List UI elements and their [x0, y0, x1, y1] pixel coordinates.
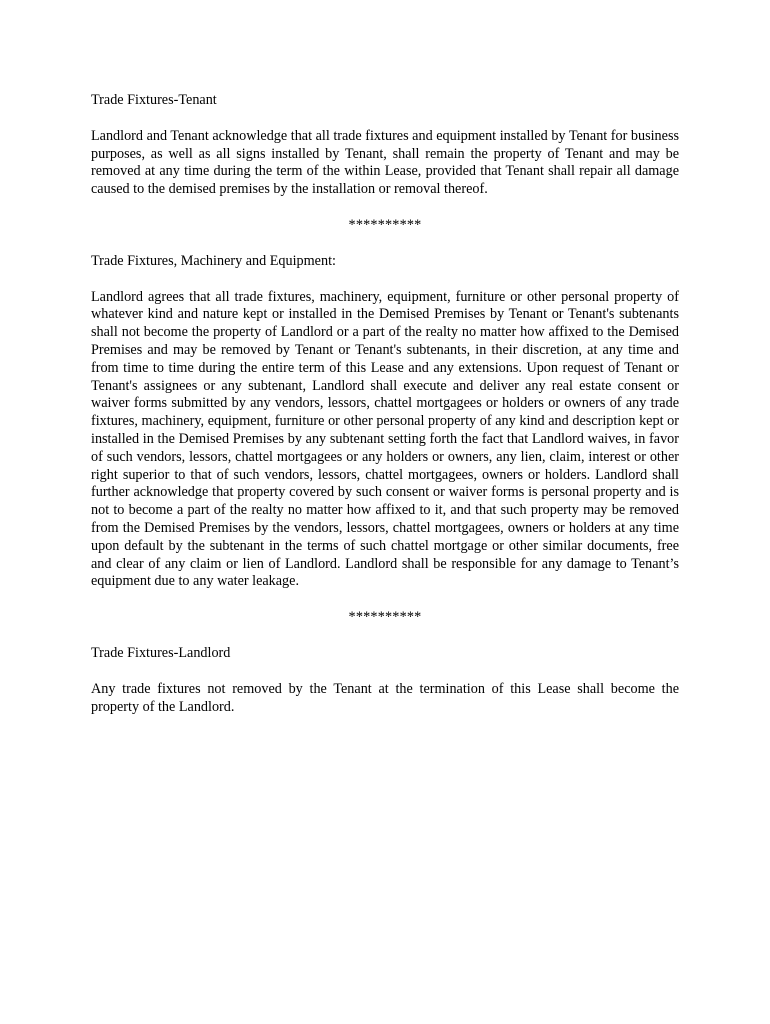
section-heading-trade-fixtures-tenant: Trade Fixtures-Tenant	[91, 92, 217, 108]
section-heading-trade-fixtures-machinery: Trade Fixtures, Machinery and Equipment:	[91, 252, 336, 269]
section-heading-trade-fixtures-landlord: Trade Fixtures-Landlord	[91, 644, 231, 661]
document-content	[91, 92, 679, 734]
section-body-trade-fixtures-landlord: Any trade fixtures not removed by the Tenant at the termination of this Lease shall become the property of the Landlord.	[91, 680, 679, 715]
section-separator: **********	[348, 609, 422, 626]
section-separator: **********	[348, 216, 422, 233]
section-body-trade-fixtures-tenant: Landlord and Tenant acknowledge that all trade fixtures and equipment installed by Tenant for business purposes, as well as all signs installed by Tenant, shall remain the property of Tenant and may be removed at any time during the term of the within Lease, provided that Tenant shall repair all damage caused to the demised premises by the installation or removal thereof.	[91, 127, 679, 198]
section-body-trade-fixtures-machinery: Landlord agrees that all trade fixtures, machinery, equipment, furniture or other personal property of whatever kind and nature kept or installed in the Demised Premises by Tenant or Tenant's subtenants shall not become the property of Landlord or a part of the realty no matter how affixed to the Demised Premises and may be removed by Tenant or Tenant's subtenants, in their discretion, at any time and from time to time during the entire term of this Lease and any extensions. Upon request of Tenant or Tenant's assignees or any subtenant, Landlord shall execute and deliver any real estate consent or waiver forms submitted by any vendors, lessors, chattel mortgagees or holders or owners of any trade fixtures, machinery, equipment, furniture or other personal property of any kind and description kept or installed in the Demised Premises by any subtenant setting forth the fact that Landlord waives, in favor of such vendors, lessors, chattel mortgagees or any holders or owners, any lien, claim, interest or other right superior to that of such vendors, lessors, chattel mortgagees, owners or holders. Landlord shall further acknowledge that property covered by such consent or waiver forms is personal property and is not to become a part of the realty no matter how affixed to it, and that such property may be removed from the Demised Premises by the vendors, lessors, chattel mortgagees, owners or holders at any time upon default by the subtenant in the terms of such chattel mortgage or other similar documents, free and clear of any claim or lien of Landlord. Landlord shall be responsible for any damage to Tenant’s equipment due to any water leakage.	[91, 288, 679, 590]
